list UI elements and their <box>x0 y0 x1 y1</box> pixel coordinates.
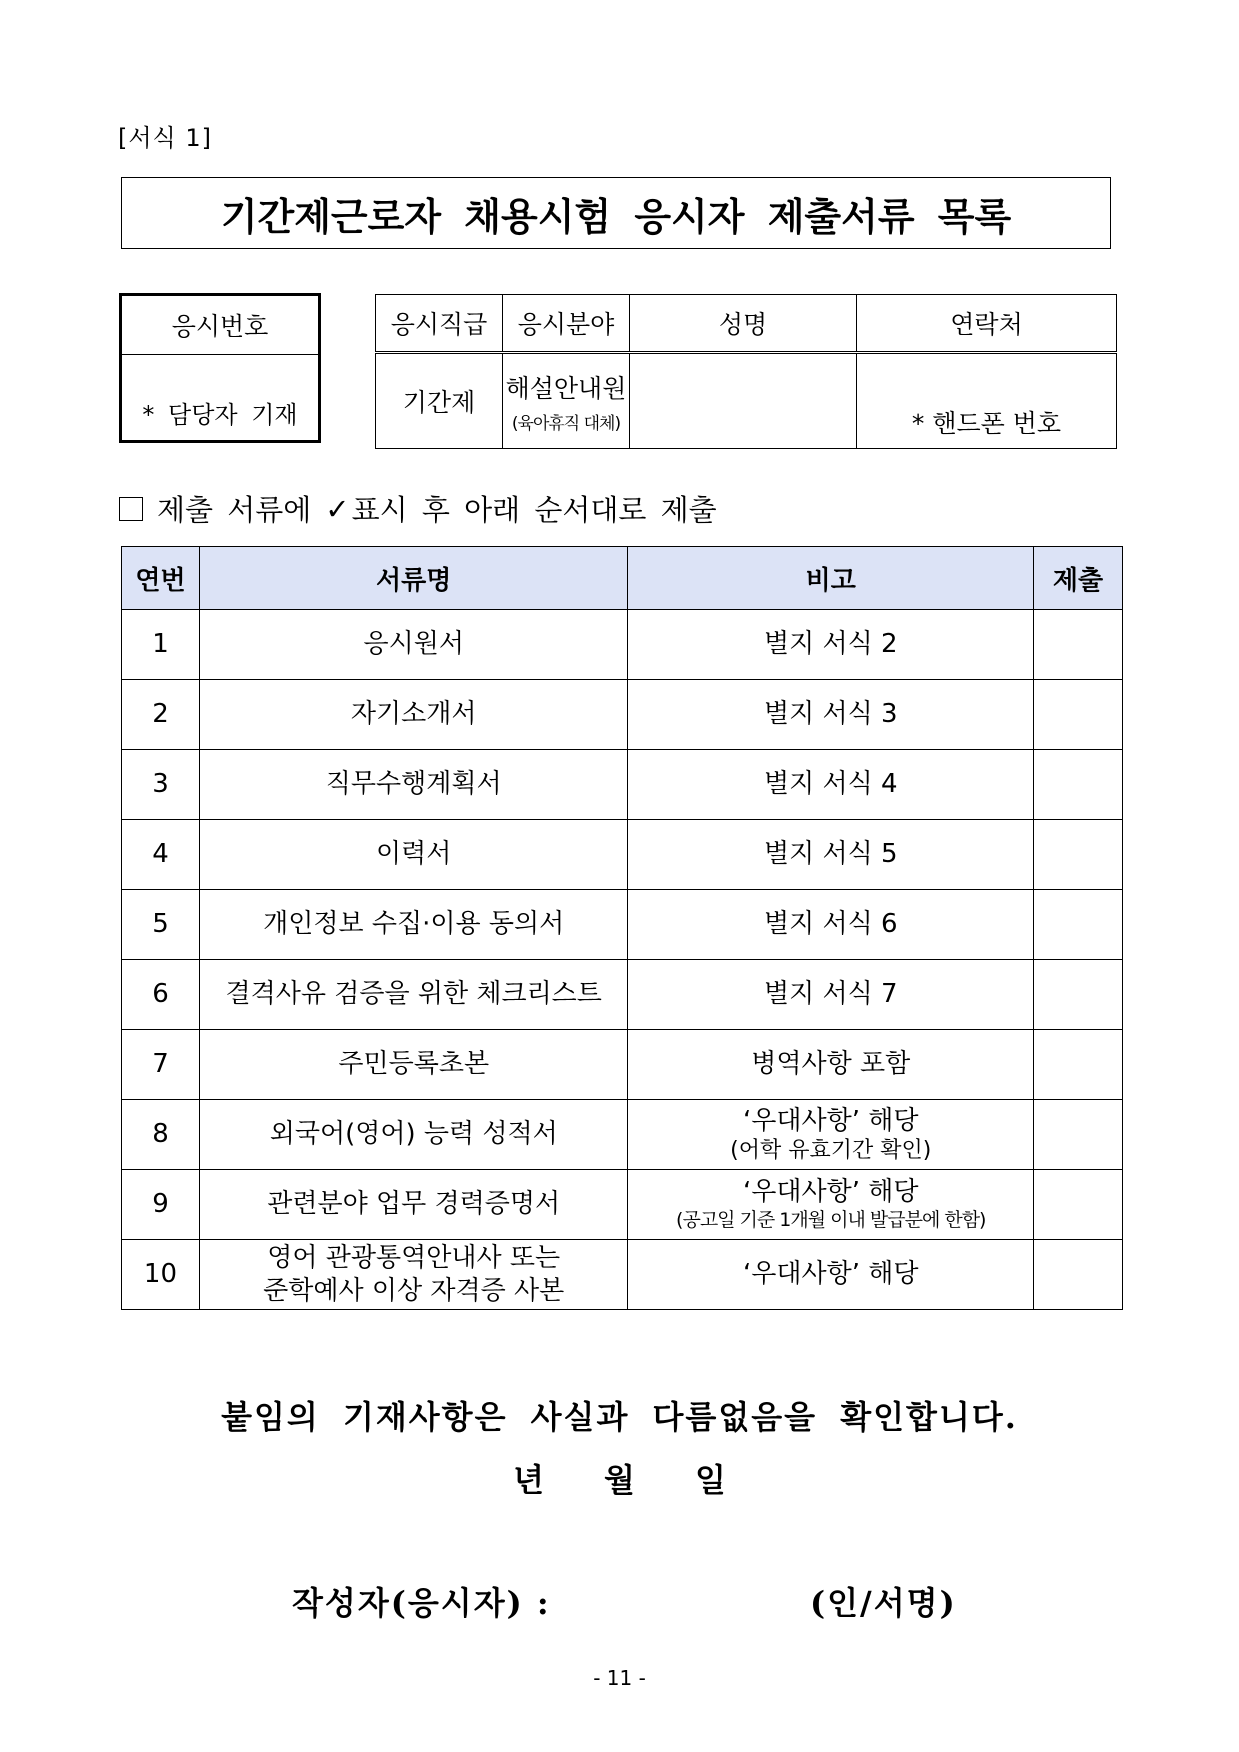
row-no: 6 <box>122 960 200 1030</box>
info-field-note: (육아휴직 대체) <box>511 413 621 434</box>
date-month-label: 월 <box>604 1461 635 1499</box>
row-name: 자기소개서 <box>199 680 628 750</box>
row-no: 5 <box>122 890 200 960</box>
row-name: 관련분야 업무 경력증명서 <box>199 1170 628 1240</box>
page-number: - 11 - <box>593 1666 646 1690</box>
documents-table <box>121 546 1123 1310</box>
row-name: 외국어(영어) 능력 성적서 <box>199 1100 628 1170</box>
col-header-submitted: 제출 <box>1034 547 1123 610</box>
row-no: 10 <box>122 1240 200 1310</box>
row-remark: 별지 서식 6 <box>628 890 1034 960</box>
row-remark-cell <box>628 1100 1034 1170</box>
info-header-field: 응시분야 <box>503 295 630 353</box>
col-header-no: 연번 <box>122 547 200 610</box>
instruction-check <box>325 488 716 529</box>
row-remark-sub: (공고일 기준 1개월 이내 발급분에 한함) <box>676 1208 986 1231</box>
info-field: 해설안내원 <box>505 373 627 403</box>
row-remark: ‘우대사항’ 해당 <box>743 1105 919 1136</box>
row-submit-check[interactable] <box>1034 1100 1123 1170</box>
date-line <box>0 1455 1239 1501</box>
table-row <box>122 890 1123 960</box>
info-grade: 기간제 <box>376 353 503 449</box>
row-no: 7 <box>122 1030 200 1100</box>
row-submit-check[interactable] <box>1034 890 1123 960</box>
row-remark: ‘우대사항’ 해당 <box>743 1177 919 1208</box>
row-no: 8 <box>122 1100 200 1170</box>
row-submit-check[interactable] <box>1034 960 1123 1030</box>
row-remark-sub: (어학 유효기간 확인) <box>730 1138 932 1163</box>
row-remark: 별지 서식 2 <box>628 610 1034 680</box>
row-name-line2: 준학예사 이상 자격증 사본 <box>263 1275 565 1306</box>
row-name-cell <box>199 1240 628 1310</box>
row-submit-check[interactable] <box>1034 1170 1123 1240</box>
instruction-after: 표시 후 아래 순서대로 제출 <box>351 493 717 527</box>
info-field-cell <box>503 353 630 449</box>
table-row <box>122 820 1123 890</box>
row-remark: 별지 서식 5 <box>628 820 1034 890</box>
row-submit-check[interactable] <box>1034 750 1123 820</box>
row-name: 직무수행계획서 <box>199 750 628 820</box>
signature-stamp: (인/서명) <box>810 1584 957 1622</box>
row-remark: 별지 서식 4 <box>628 750 1034 820</box>
table-row <box>122 1100 1123 1170</box>
row-name: 결격사유 검증을 위한 체크리스트 <box>199 960 628 1030</box>
row-name: 응시원서 <box>199 610 628 680</box>
table-row <box>122 680 1123 750</box>
info-header-contact: 연락처 <box>857 295 1117 353</box>
applicant-id-box <box>119 293 321 443</box>
table-row <box>122 1030 1123 1100</box>
row-remark: 별지 서식 3 <box>628 680 1034 750</box>
col-header-remark: 비고 <box>628 547 1034 610</box>
instruction <box>119 488 717 529</box>
table-row <box>122 610 1123 680</box>
date-day-label: 일 <box>694 1461 726 1499</box>
applicant-id-header: 응시번호 <box>122 296 318 355</box>
signature-label: 작성자(응시자) : <box>292 1584 551 1622</box>
checkbox-icon <box>119 497 143 521</box>
applicant-info-table <box>375 294 1117 449</box>
date-year-label: 년 <box>513 1461 545 1499</box>
col-header-name: 서류명 <box>199 547 628 610</box>
page-title <box>121 177 1111 249</box>
row-submit-check[interactable] <box>1034 680 1123 750</box>
info-contact: * 핸드폰 번호 <box>857 353 1117 449</box>
table-row <box>122 1240 1123 1310</box>
table-row <box>122 1170 1123 1240</box>
row-submit-check[interactable] <box>1034 820 1123 890</box>
row-remark: 별지 서식 7 <box>628 960 1034 1030</box>
checkmark-icon: ✓ <box>325 491 350 526</box>
row-no: 3 <box>122 750 200 820</box>
row-remark: 병역사항 포함 <box>628 1030 1034 1100</box>
row-submit-check[interactable] <box>1034 610 1123 680</box>
info-header-grade: 응시직급 <box>376 295 503 353</box>
table-row <box>122 960 1123 1030</box>
row-name: 주민등록초본 <box>199 1030 628 1100</box>
table-row <box>122 750 1123 820</box>
row-name: 이력서 <box>199 820 628 890</box>
applicant-id-note: * 담당자 기재 <box>142 401 298 429</box>
confirmation-statement: 붙임의 기재사항은 사실과 다름없음을 확인합니다. <box>221 1398 1018 1436</box>
row-remark: ‘우대사항’ 해당 <box>628 1240 1034 1310</box>
row-name: 개인정보 수집·이용 동의서 <box>199 890 628 960</box>
row-no: 9 <box>122 1170 200 1240</box>
row-submit-check[interactable] <box>1034 1030 1123 1100</box>
instruction-before: 제출 서류에 <box>157 493 312 527</box>
row-no: 1 <box>122 610 200 680</box>
info-name[interactable] <box>630 353 857 449</box>
info-header-name: 성명 <box>630 295 857 353</box>
row-submit-check[interactable] <box>1034 1240 1123 1310</box>
row-remark-cell <box>628 1170 1034 1240</box>
form-label: [서식 1] <box>118 124 212 152</box>
row-name: 영어 관광통역안내사 또는 <box>267 1243 561 1273</box>
page-title-text: 기간제근로자 채용시험 응시자 제출서류 목록 <box>220 194 1012 239</box>
row-no: 2 <box>122 680 200 750</box>
row-no: 4 <box>122 820 200 890</box>
